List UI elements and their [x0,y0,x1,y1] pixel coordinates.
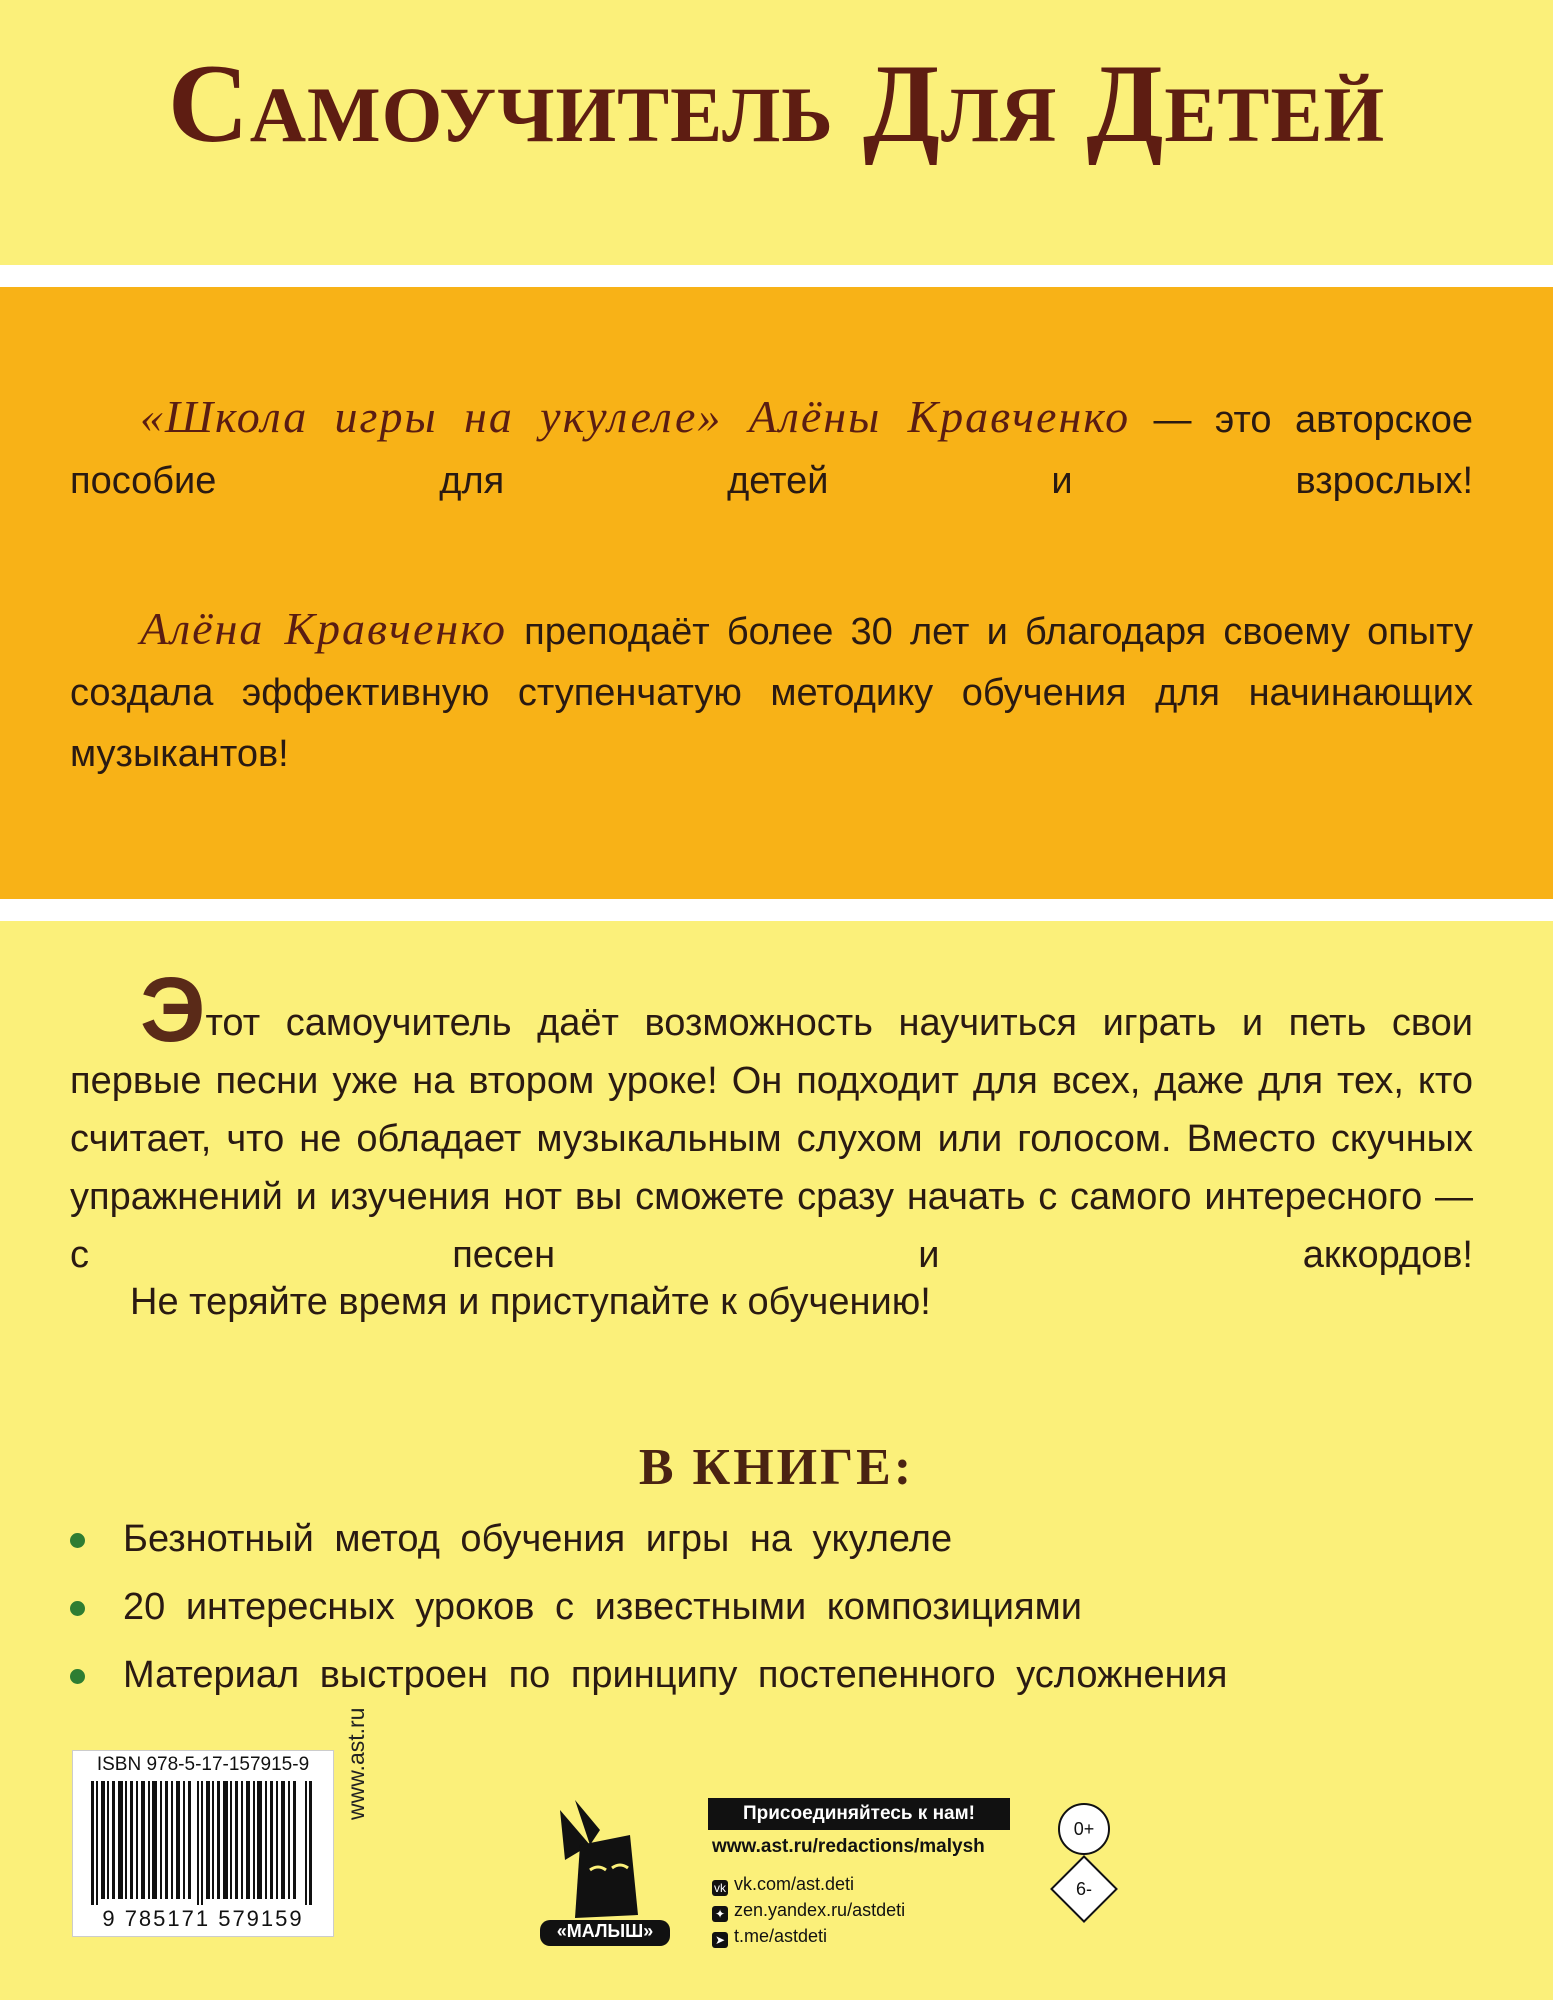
barcode-icon [91,1781,315,1905]
website-vertical: www.ast.ru [343,1707,369,1820]
intro-paragraph-1 [70,386,1473,512]
bullet-icon [70,1601,85,1616]
contents-item: 20 интересных уроков с известными композициями [70,1586,1520,1629]
intro-text-1: — это авторское пособие для детей и взрослых! [70,399,1473,502]
bullet-icon [70,1669,85,1684]
dropcap: Э [140,959,206,1061]
body-paragraph-2: Не теряйте время и приступайте к обучению! [130,1281,931,1323]
body-paragraph-1 [70,959,1473,1284]
divider-bottom [0,899,1553,921]
publisher-name: «МАЛЫШ» [556,1921,654,1941]
publisher-logo [520,1790,690,1950]
body-text-1: тот самоучитель даёт возможность научиться играть и петь свои первые песни уже на втором уроке! Он подходит для всех, даже для тех, кто считает, что не обладает музыкальным слухом или голосом. Вместо скучных упражнений и изучения нот вы сможете сразу начать с самого интересного — с песен и аккордов! [70,1002,1473,1276]
contents-item: Безнотный метод обучения игры на укулеле [70,1518,1520,1561]
social-vk-link[interactable]: vk vk.com/ast.deti [714,1874,855,1895]
age-rating-diamond: 6- [1050,1855,1118,1923]
intro-paragraph-2 [70,598,1473,785]
publisher-site-link[interactable]: www.ast.ru/redactions/malysh [712,1836,985,1857]
bullet-icon [70,1533,85,1548]
join-banner: Присоединяйтесь к нам! [708,1798,1010,1830]
social-zen-link[interactable]: ✦ zen.yandex.ru/astdeti [712,1900,905,1922]
barcode-box [72,1750,334,1937]
intro-panel [0,287,1553,899]
barcode-digits: 9 785171 579159 [102,1906,304,1931]
age-rating-badge: 0+ [1058,1803,1110,1855]
contents-item: Материал выстроен по принципу постепенного усложнения [70,1654,1520,1697]
zen-icon: ✦ [712,1906,728,1922]
intro-script-2: Алёна Кравченко [140,603,507,654]
telegram-icon: ➤ [712,1932,728,1948]
intro-script-1: «Школа игры на укулеле» Алёны Кравченко [140,391,1131,442]
vk-icon: vk [714,1881,726,1895]
isbn-label: ISBN 978-5-17-157915-9 [96,1754,310,1775]
intro-text-2: преподаёт более 30 лет и благодаря своему опыту создала эффективную ступенчатую методику обучения для начинающих музыкантов! [70,611,1473,775]
divider-top [0,265,1553,287]
contents-heading: В КНИГЕ: [638,1439,915,1496]
social-telegram-link[interactable]: ➤ t.me/astdeti [712,1926,827,1948]
book-title: Самоучитель Для Детей [167,42,1386,166]
